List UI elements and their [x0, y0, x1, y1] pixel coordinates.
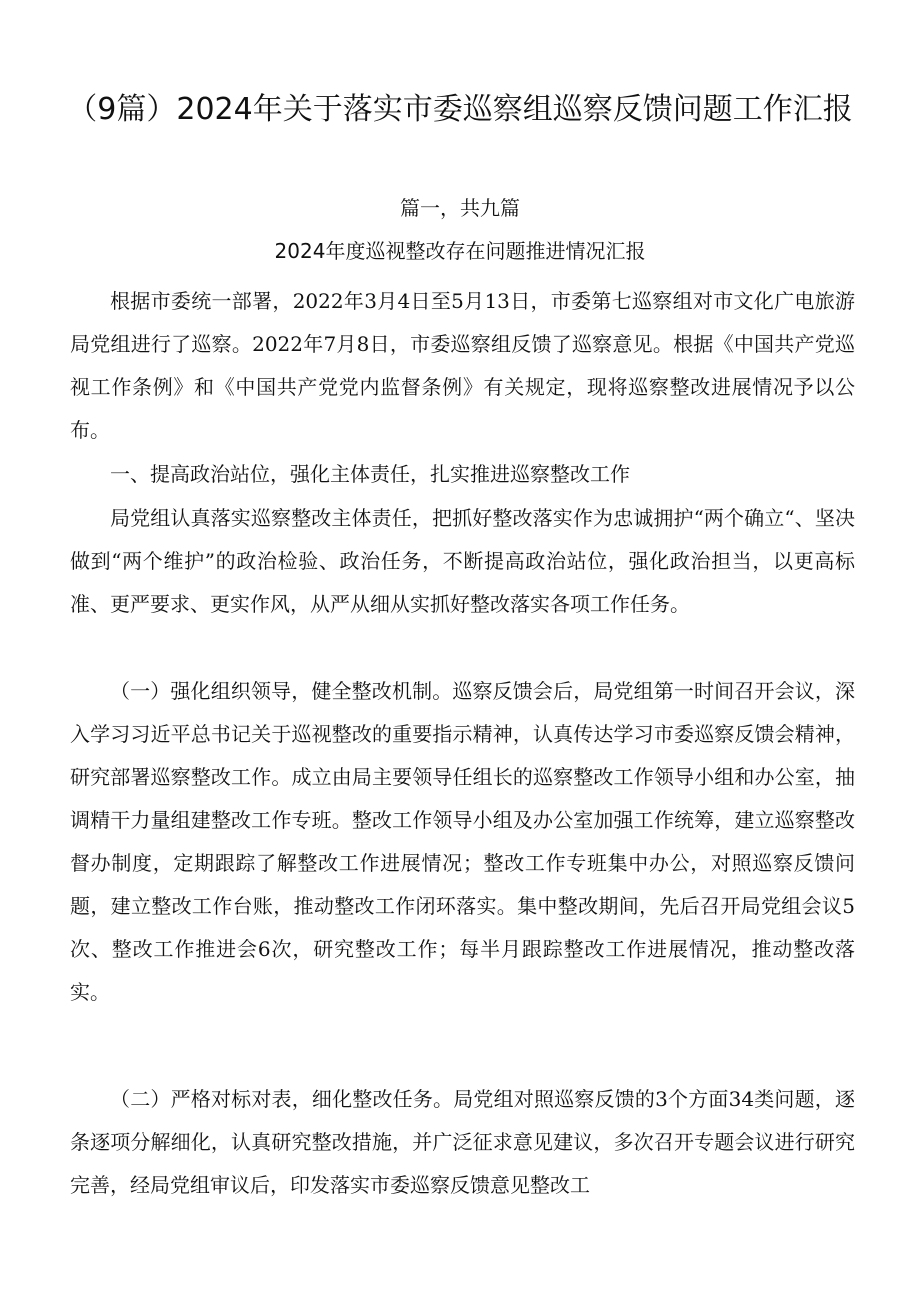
- section-heading-1: 一、提高政治站位，强化主体责任，扎实推进巡察整改工作: [110, 462, 630, 486]
- section-label: 篇一，共九篇: [400, 196, 520, 220]
- paragraph-intro: 根据市委统一部署，2022年3月4日至5月13日，市委第七巡察组对市文化广电旅游局党组进行了巡察。2022年7月8日，市委巡察组反馈了巡察意见。根据《中国共产党巡视工作条例》和《中国共产党党内监督条例》有关规定，现将巡察整改进展情况予以公布。: [70, 289, 855, 442]
- paragraph-tasks: （二）严格对标对表，细化整改任务。局党组对照巡察反馈的3个方面34类问题，逐条逐项分解细化，认真研究整改措施，并广泛征求意见建议，多次召开专题会议进行研究完善，经局党组审议后，印发落实市委巡察反馈意见整改工: [70, 1087, 855, 1197]
- report-subtitle: 2024年度巡视整改存在问题推进情况汇报: [274, 239, 646, 263]
- paragraph-organization: （一）强化组织领导，健全整改机制。巡察反馈会后，局党组第一时间召开会议，深入学习习近平总书记关于巡视整改的重要指示精神，认真传达学习市委巡察反馈会精神，研究部署巡察整改工作。成立由局主要领导任组长的巡察整改工作领导小组和办公室，抽调精干力量组建整改工作专班。整改工作领导小组及办公室加强工作统筹，建立巡察整改督办制度，定期跟踪了解整改工作进展情况；整改工作专班集中办公，对照巡察反馈问题，建立整改工作台账，推动整改工作闭环落实。集中整改期间，先后召开局党组会议5次、整改工作推进会6次，研究整改工作；每半月跟踪整改工作进展情况，推动整改落实。: [70, 679, 855, 1004]
- paragraph-responsibility: 局党组认真落实巡察整改主体责任，把抓好整改落实作为忠诚拥护“两个确立“、坚决做到“两个维护”的政治检验、政治任务，不断提高政治站位，强化政治担当，以更高标准、更严要求、更实作风，从严从细从实抓好整改落实各项工作任务。: [70, 506, 855, 616]
- document-title: （9篇）2024年关于落实市委巡察组巡察反馈问题工作汇报: [67, 92, 853, 127]
